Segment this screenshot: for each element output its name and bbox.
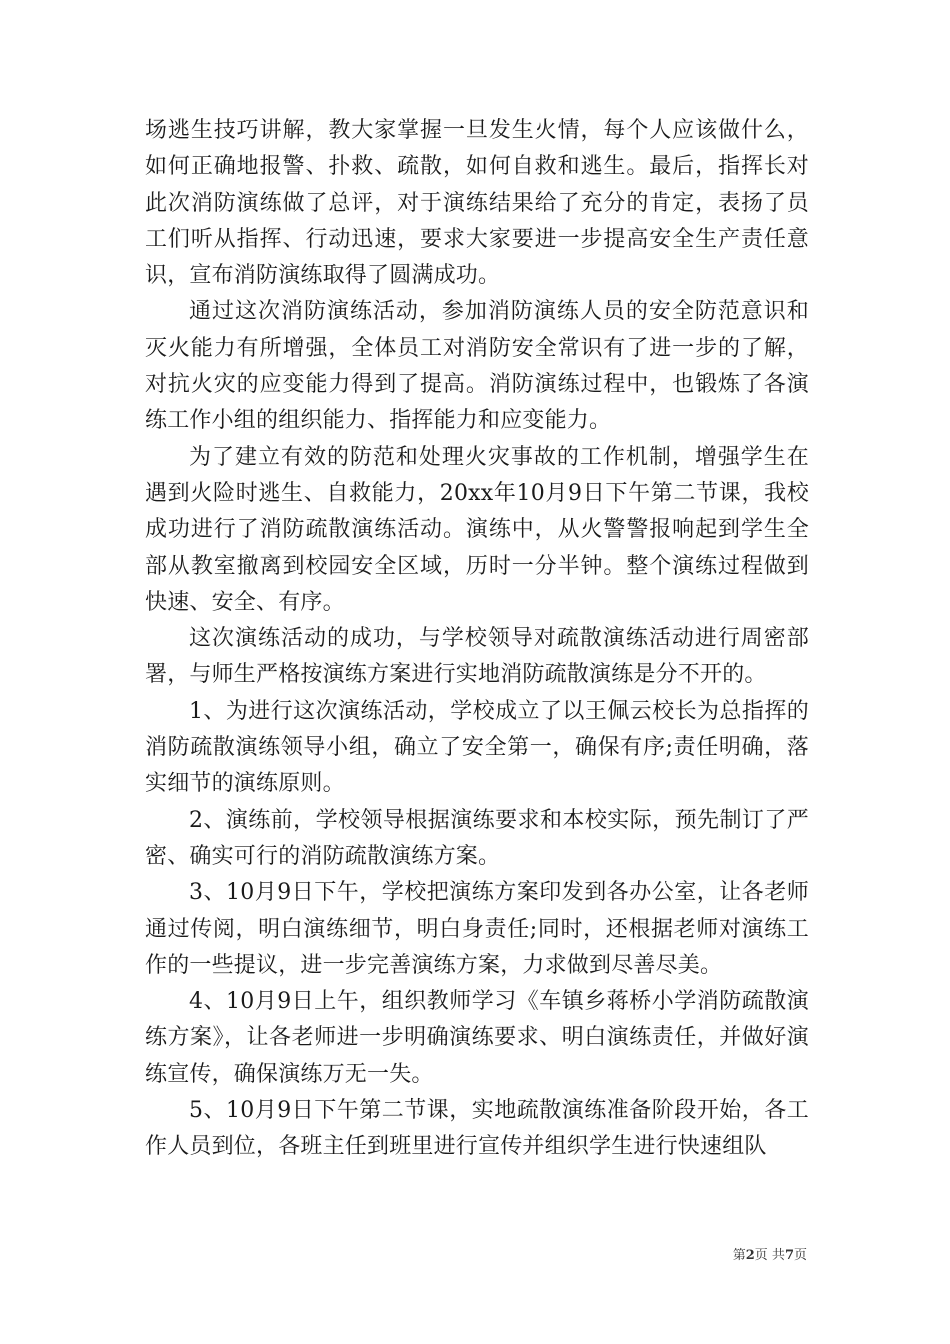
paragraph-9: 5、10月9日下午第二节课，实地疏散演练准备阶段开始，各工作人员到位，各班主任到班里进行宣传并组织学生进行快速组队 <box>145 1098 809 1160</box>
document-body <box>145 113 809 1166</box>
paragraph-6: 2、演练前，学校领导根据演练要求和本校实际，预先制订了严密、确实可行的消防疏散演练方案。 <box>145 807 809 869</box>
paragraph-1: 场逃生技巧讲解，教大家掌握一旦发生火情，每个人应该做什么，如何正确地报警、扑救、疏散，如何自救和逃生。最后，指挥长对此次消防演练做了总评，对于演练结果给了充分的肯定，表扬了员工们听从指挥、行动迅速，要求大家要进一步提高安全生产责任意识，宣布消防演练取得了圆满成功。 <box>145 118 809 289</box>
paragraph-2: 通过这次消防演练活动，参加消防演练人员的安全防范意识和灭火能力有所增强，全体员工对消防安全常识有了进一步的了解，对抗火灾的应变能力得到了提高。消防演练过程中，也锻炼了各演练工作小组的组织能力、指挥能力和应变能力。 <box>145 299 809 434</box>
paragraph-7: 3、10月9日下午，学校把演练方案印发到各办公室，让各老师通过传阅，明白演练细节，明白身责任;同时，还根据老师对演练工作的一些提议，进一步完善演练方案，力求做到尽善尽美。 <box>145 880 809 978</box>
paragraph-5: 1、为进行这次演练活动，学校成立了以王佩云校长为总指挥的消防疏散演练领导小组，确立了安全第一，确保有序;责任明确，落实细节的演练原则。 <box>145 698 809 797</box>
footer-middle: 页 共 <box>754 1248 785 1263</box>
footer-current-page: 2 <box>745 1248 755 1263</box>
footer-total-pages: 7 <box>784 1248 794 1263</box>
footer-suffix: 页 <box>793 1248 807 1263</box>
paragraph-4: 这次演练活动的成功，与学校领导对疏散演练活动进行周密部署，与师生严格按演练方案进行实地消防疏散演练是分不开的。 <box>145 626 809 688</box>
paragraph-8: 4、10月9日上午，组织教师学习《车镇乡蒋桥小学消防疏散演练方案》，让各老师进一步明确演练要求、明白演练责任，并做好演练宣传，确保演练万无一失。 <box>145 989 809 1087</box>
footer-prefix: 第 <box>732 1248 746 1263</box>
paragraph-3: 为了建立有效的防范和处理火灾事故的工作机制，增强学生在遇到火险时逃生、自救能力，20xx年10月9日下午第二节课，我校成功进行了消防疏散演练活动。演练中，从火警警报响起到学生全部从教室撤离到校园安全区域，历时一分半钟。整个演练过程做到快速、安全、有序。 <box>145 444 809 615</box>
page-number-footer <box>733 1244 807 1263</box>
